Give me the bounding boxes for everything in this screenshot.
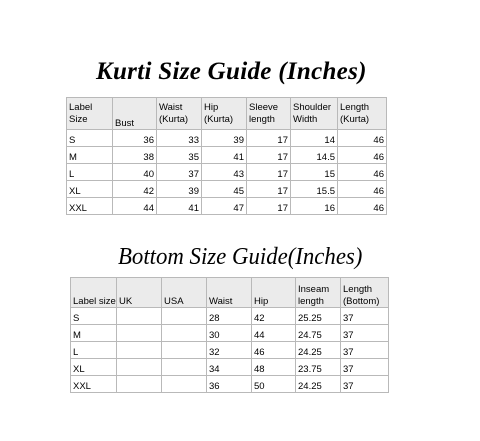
table-cell: 50 bbox=[252, 376, 296, 393]
table-cell: 46 bbox=[338, 198, 387, 215]
table-cell: 36 bbox=[207, 376, 252, 393]
table-row bbox=[67, 164, 387, 181]
kurti-header-cell: Length (Kurta) bbox=[338, 98, 387, 130]
bottom-header-cell: Label size bbox=[71, 278, 117, 308]
table-cell: 46 bbox=[252, 342, 296, 359]
table-cell: 28 bbox=[207, 308, 252, 325]
table-cell: 41 bbox=[157, 198, 202, 215]
table-cell bbox=[117, 342, 162, 359]
table-cell: 15 bbox=[291, 164, 338, 181]
size-label-cell: XXL bbox=[71, 376, 117, 393]
size-label-cell: S bbox=[71, 308, 117, 325]
table-cell: 24.75 bbox=[296, 325, 341, 342]
table-cell: 36 bbox=[113, 130, 157, 147]
table-cell: 47 bbox=[202, 198, 247, 215]
table-cell: 37 bbox=[341, 359, 389, 376]
table-cell: 37 bbox=[341, 342, 389, 359]
table-cell: 14 bbox=[291, 130, 338, 147]
table-cell: 17 bbox=[247, 164, 291, 181]
kurti-size-table bbox=[66, 97, 387, 215]
table-cell: 17 bbox=[247, 181, 291, 198]
table-cell: 46 bbox=[338, 147, 387, 164]
table-cell: 17 bbox=[247, 130, 291, 147]
table-cell: 42 bbox=[113, 181, 157, 198]
size-label-cell: L bbox=[71, 342, 117, 359]
table-cell bbox=[162, 342, 207, 359]
table-cell: 41 bbox=[202, 147, 247, 164]
table-cell: 39 bbox=[157, 181, 202, 198]
kurti-header-cell: Sleeve length bbox=[247, 98, 291, 130]
table-row bbox=[67, 147, 387, 164]
table-cell: 42 bbox=[252, 308, 296, 325]
size-label-cell: XL bbox=[71, 359, 117, 376]
table-row bbox=[71, 325, 389, 342]
table-cell bbox=[162, 308, 207, 325]
table-cell: 14.5 bbox=[291, 147, 338, 164]
table-cell bbox=[117, 325, 162, 342]
table-cell: 23.75 bbox=[296, 359, 341, 376]
table-cell: 37 bbox=[341, 376, 389, 393]
table-cell: 30 bbox=[207, 325, 252, 342]
kurti-header-cell: Label Size bbox=[67, 98, 113, 130]
kurti-header-row bbox=[67, 98, 387, 130]
table-row bbox=[67, 198, 387, 215]
table-cell: 45 bbox=[202, 181, 247, 198]
kurti-header-cell: Shoulder Width bbox=[291, 98, 338, 130]
bottom-header-row bbox=[71, 278, 389, 308]
table-cell: 17 bbox=[247, 198, 291, 215]
table-cell: 37 bbox=[341, 308, 389, 325]
table-row bbox=[71, 308, 389, 325]
size-label-cell: M bbox=[71, 325, 117, 342]
table-cell: 37 bbox=[341, 325, 389, 342]
table-cell: 15.5 bbox=[291, 181, 338, 198]
table-row bbox=[71, 359, 389, 376]
size-label-cell: M bbox=[67, 147, 113, 164]
size-label-cell: XXL bbox=[67, 198, 113, 215]
bottom-header-cell: Waist bbox=[207, 278, 252, 308]
table-cell: 33 bbox=[157, 130, 202, 147]
bottom-header-cell: UK bbox=[117, 278, 162, 308]
bottom-size-table bbox=[70, 277, 389, 393]
bottom-size-guide-title: Bottom Size Guide(Inches) bbox=[118, 244, 363, 270]
table-row bbox=[71, 342, 389, 359]
bottom-header-cell: Inseam length bbox=[296, 278, 341, 308]
kurti-header-cell: Bust bbox=[113, 98, 157, 130]
size-label-cell: XL bbox=[67, 181, 113, 198]
table-row bbox=[71, 376, 389, 393]
table-cell bbox=[162, 376, 207, 393]
table-cell bbox=[162, 359, 207, 376]
table-cell: 35 bbox=[157, 147, 202, 164]
kurti-header-cell: Waist (Kurta) bbox=[157, 98, 202, 130]
size-label-cell: S bbox=[67, 130, 113, 147]
bottom-header-cell: Hip bbox=[252, 278, 296, 308]
table-cell: 46 bbox=[338, 164, 387, 181]
table-cell: 32 bbox=[207, 342, 252, 359]
table-cell: 16 bbox=[291, 198, 338, 215]
bottom-header-cell: Length (Bottom) bbox=[341, 278, 389, 308]
table-cell: 46 bbox=[338, 181, 387, 198]
table-cell: 17 bbox=[247, 147, 291, 164]
table-cell: 40 bbox=[113, 164, 157, 181]
table-row bbox=[67, 130, 387, 147]
table-cell: 37 bbox=[157, 164, 202, 181]
table-cell: 24.25 bbox=[296, 342, 341, 359]
table-cell bbox=[117, 308, 162, 325]
table-cell: 43 bbox=[202, 164, 247, 181]
kurti-header-cell: Hip (Kurta) bbox=[202, 98, 247, 130]
table-cell: 46 bbox=[338, 130, 387, 147]
table-row bbox=[67, 181, 387, 198]
table-cell: 44 bbox=[113, 198, 157, 215]
table-cell bbox=[117, 359, 162, 376]
table-cell bbox=[117, 376, 162, 393]
table-cell: 24.25 bbox=[296, 376, 341, 393]
table-cell: 39 bbox=[202, 130, 247, 147]
table-cell bbox=[162, 325, 207, 342]
table-cell: 38 bbox=[113, 147, 157, 164]
table-cell: 48 bbox=[252, 359, 296, 376]
bottom-header-cell: USA bbox=[162, 278, 207, 308]
kurti-size-guide-title: Kurti Size Guide (Inches) bbox=[96, 58, 367, 85]
size-label-cell: L bbox=[67, 164, 113, 181]
table-cell: 44 bbox=[252, 325, 296, 342]
table-cell: 34 bbox=[207, 359, 252, 376]
table-cell: 25.25 bbox=[296, 308, 341, 325]
